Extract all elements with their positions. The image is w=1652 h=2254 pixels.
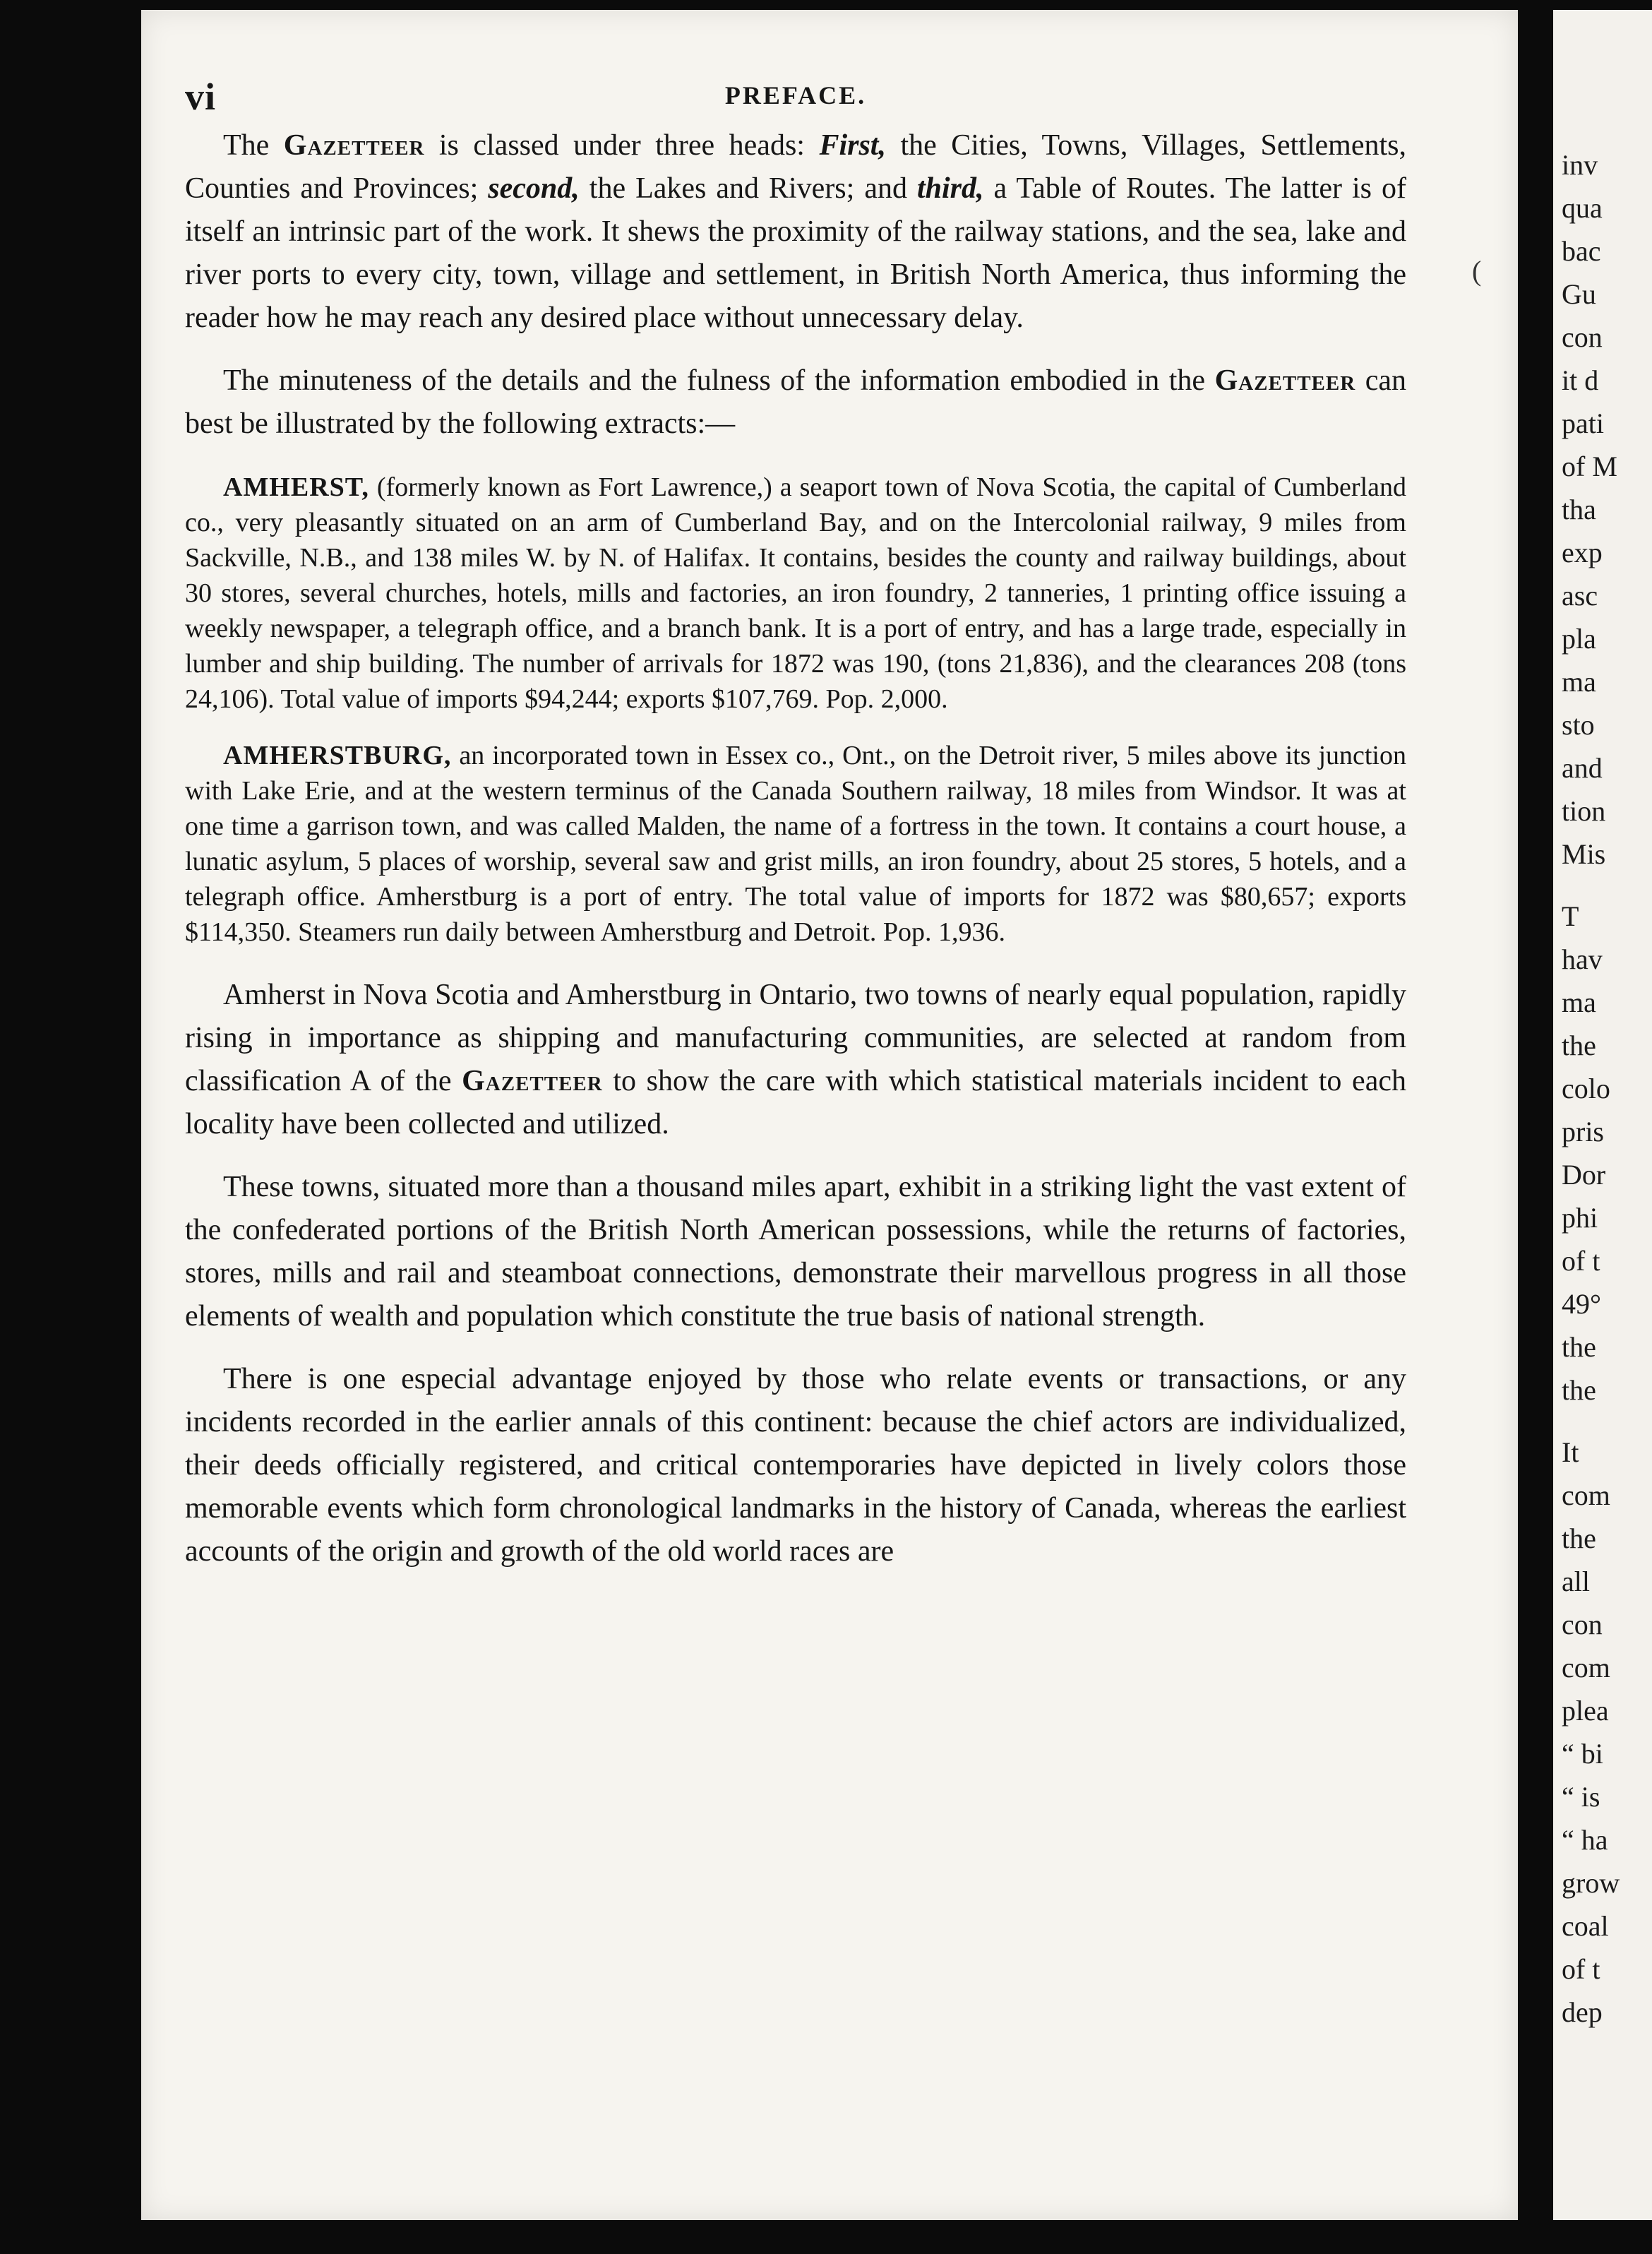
text-run: the Lakes and Rivers; and [579, 172, 917, 205]
adjacent-page-fragment: Mis [1562, 838, 1606, 870]
paragraph-minuteness [185, 359, 1406, 446]
adjacent-page-fragment: hav [1562, 943, 1603, 975]
emphasis-second: second, [488, 172, 580, 205]
emphasis-first: First, [819, 129, 886, 162]
adjacent-page-fragment: T [1562, 900, 1579, 932]
adjacent-page-fragment: phi [1562, 1202, 1598, 1234]
paragraph-towns-apart: These towns, situated more than a thousand miles apart, exhibit in a striking light the vast extent of the confederated portions of the British North American possessions, while the returns of factories, stores, mills and rail and steamboat connections, demonstrate their marvellous progress in all those elements of wealth and population which constitute the true basis of national strength. [185, 1171, 1406, 1332]
page-number: vi [185, 76, 217, 118]
text-run: a Table of Routes. The latter is of itself an intrinsic part of the work. It shews the proximity of the railway stations, and the sea, lake and river ports to every city, town, village and settlement, in British North America, thus informing the reader how he may reach any desired place without unnecessary delay. [185, 172, 1407, 334]
adjacent-page-fragment: of t [1562, 1245, 1600, 1277]
adjacent-page-fragment: the [1562, 1331, 1596, 1363]
adjacent-page-fragment: exp [1562, 537, 1603, 568]
adjacent-page-fragment: ma [1562, 986, 1596, 1018]
extract-amherstburg [185, 738, 1406, 950]
text-run: The minuteness of the details and the fulness of the information embodied in the [223, 364, 1215, 397]
adjacent-page-fragment: ma [1562, 666, 1596, 698]
running-head [185, 75, 1406, 124]
adjacent-page-fragment: the [1562, 1374, 1596, 1406]
adjacent-page-fragment: plea [1562, 1695, 1609, 1727]
adjacent-page-fragment: all [1562, 1566, 1590, 1597]
entry-body: (formerly known as Fort Lawrence,) a seaport town of Nova Scotia, the capital of Cumberland co., very pleasantly situated on an arm of Cumberland Bay, and on the Intercolonial railway, 9 miles from Sackville, N.B., and 138 miles W. by N. of Halifax. It contains, besides the county and railway buildings, about 30 stores, several churches, hotels, mills and factories, an iron foundry, 2 tanneries, 1 printing office issuing a weekly newspaper, a telegraph office, and a branch bank. It is a port of entry, and has a large trade, especially in lumber and ship building. The number of arrivals for 1872 was 190, (tons 21,836), and the clearances 208 (tons 24,106). Total value of imports $94,244; exports $107,769. Pop. 2,000. [185, 472, 1406, 714]
adjacent-page-fragment: tion [1562, 795, 1606, 827]
adjacent-page-fragment: it d [1562, 364, 1599, 396]
adjacent-page-fragment: “ ha [1562, 1824, 1608, 1856]
text-run: Amherst in Nova Scotia and Amherstburg in Ontario, two towns of nearly equal population, rapidly rising in importance as shipping and manufacturing communities, are selected at random from classification A of the [185, 979, 1406, 1097]
adjacent-page-fragment: pla [1562, 623, 1596, 655]
small-caps-gazetteer: Gazetteer [462, 1065, 603, 1097]
adjacent-page-fragment: con [1562, 1609, 1603, 1640]
text-run: The [223, 129, 284, 162]
entry-heading-amherst: AMHERST, [223, 472, 369, 502]
page-content [185, 75, 1406, 1593]
adjacent-page-fragment: pris [1562, 1116, 1604, 1147]
adjacent-page-fragment: of M [1562, 451, 1617, 482]
text-run: is classed under three heads: [424, 129, 820, 162]
adjacent-page-fragment: com [1562, 1479, 1610, 1511]
adjacent-page-fragment: sto [1562, 709, 1595, 741]
extract-amherst [185, 470, 1406, 717]
adjacent-page-fragment: the [1562, 1522, 1596, 1554]
running-head-title: PREFACE. [724, 81, 867, 109]
adjacent-page-fragment: “ bi [1562, 1738, 1603, 1770]
paragraph-especial-advantage: There is one especial advantage enjoyed by those who relate events or transactions, or any incidents recorded in the earlier annals of this continent: because the chief actors are individualized, their deeds officially registered, and critical contemporaries have depicted in lively colors those memorable events which form chronological landmarks in the history of Canada, whereas the earliest accounts of the origin and growth of the old world races are [185, 1363, 1406, 1568]
paragraph-classification [185, 124, 1406, 340]
small-caps-gazetteer: Gazetteer [283, 129, 425, 162]
adjacent-page-fragment: Dor [1562, 1159, 1606, 1191]
adjacent-page-fragment: colo [1562, 1073, 1610, 1104]
paragraph-towns-selected [185, 974, 1406, 1146]
adjacent-page-fragment: dep [1562, 1996, 1603, 2028]
adjacent-page-edge [1553, 10, 1652, 2220]
small-caps-gazetteer: Gazetteer [1214, 364, 1356, 397]
adjacent-page-fragment: of t [1562, 1953, 1600, 1985]
text-run: to show the care with which statistical materials incident to each locality have been collected and utilized. [185, 1065, 1406, 1140]
adjacent-page-fragment: the [1562, 1030, 1596, 1061]
adjacent-page-fragment: Gu [1562, 278, 1596, 310]
adjacent-page-fragment: bac [1562, 235, 1601, 267]
text-run: the Cities, Towns, Villages, Settlements, Counties and Provinces; [185, 129, 1406, 205]
body-text [185, 124, 1406, 1573]
adjacent-page-fragment: tha [1562, 494, 1596, 525]
entry-heading-amherstburg: AMHERSTBURG, [223, 741, 452, 770]
adjacent-page-fragment: inv [1562, 149, 1598, 181]
adjacent-page-fragment: com [1562, 1652, 1610, 1683]
gutter-mark: ( [1472, 255, 1482, 287]
adjacent-page-fragment: It [1562, 1436, 1579, 1468]
entry-body: an incorporated town in Essex co., Ont., on the Detroit river, 5 miles above its junction with Lake Erie, and at the western terminus of the Canada Southern railway, 18 miles from Windsor. It was at one time a garrison town, and was called Malden, the name of a fortress in the town. It contains a court house, a lunatic asylum, 5 places of worship, several saw and grist mills, an iron foundry, about 25 stores, 5 hotels, and a telegraph office. Amherstburg is a port of entry. The total value of imports for 1872 was $80,657; exports $114,350. Steamers run daily between Amherstburg and Detroit. Pop. 1,936. [185, 741, 1406, 947]
adjacent-page-fragment: coal [1562, 1910, 1609, 1942]
adjacent-page-fragment: qua [1562, 192, 1603, 224]
adjacent-page-fragment: and [1562, 752, 1603, 784]
book-page [141, 10, 1518, 2220]
adjacent-page-fragment: 49° [1562, 1288, 1601, 1320]
extracts [185, 470, 1406, 950]
adjacent-page-fragment: grow [1562, 1867, 1620, 1899]
adjacent-page-fragment: pati [1562, 407, 1604, 439]
text-run: can best be illustrated by the following extracts:— [185, 364, 1406, 440]
adjacent-page-fragment: con [1562, 321, 1603, 353]
emphasis-third: third, [916, 172, 984, 205]
adjacent-page-fragment: “ is [1562, 1781, 1600, 1813]
adjacent-page-fragment: asc [1562, 580, 1598, 612]
